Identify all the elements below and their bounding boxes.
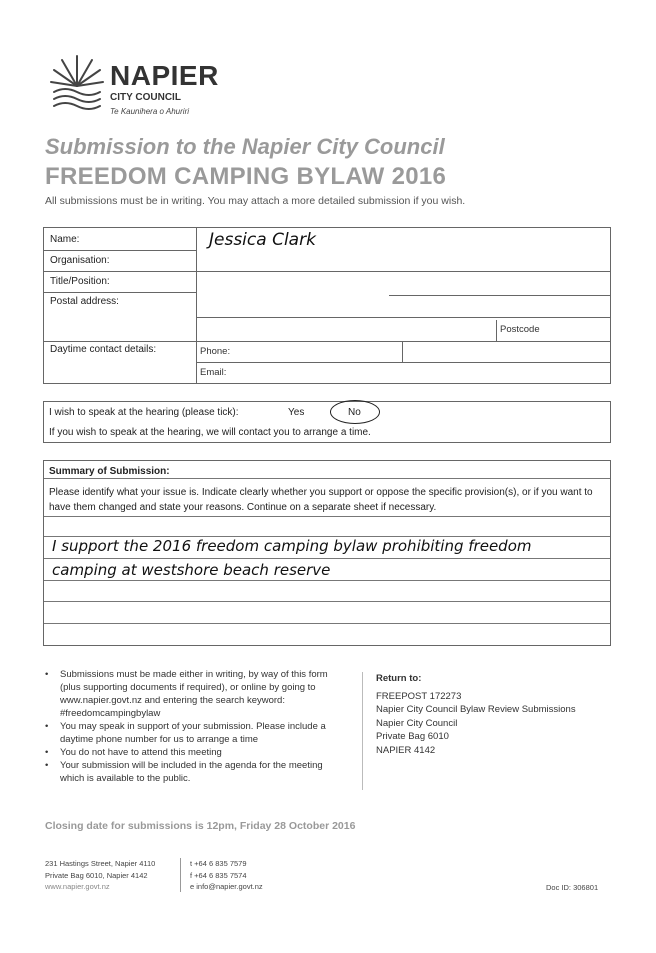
postcode-label: Postcode [500,324,540,335]
summary-instructions: Please identify what your issue is. Indicate clearly whether you support or oppose the specific provision(s), or if you want to have them changed and state your reasons. Continue on a separate sheet if necessary. [49,487,593,513]
return-line: FREEPOST 172273 [376,690,462,702]
name-value[interactable]: Jessica Clark [209,230,316,250]
phone-divider [402,341,403,362]
hearing-no-option[interactable]: No [348,407,361,418]
name-label: Name: [50,234,80,245]
footer-address [45,858,155,893]
hearing-yes-option[interactable]: Yes [288,407,305,418]
return-divider [362,672,363,790]
footer-phone: t +64 6 835 7579 [190,859,247,868]
row-divider [196,362,610,363]
footer-address1: 231 Hastings Street, Napier 4110 [45,859,156,868]
row-divider [496,341,497,342]
napier-logo-icon [46,50,108,112]
summary-handwriting-line1[interactable]: I support the 2016 freedom camping bylaw prohibiting freedom [52,537,532,555]
row-divider [44,250,196,251]
phone-label: Phone: [200,346,231,357]
summary-rule [44,601,610,602]
list-item: • Your submission will be included in the agenda for the meeting which is available to the public. [45,759,345,785]
email-label: Email: [200,367,227,378]
hearing-question: I wish to speak at the hearing (please tick): [49,407,239,418]
summary-box [43,460,611,646]
return-line: Napier City Council [376,717,458,729]
org-name: NAPIER [110,60,219,91]
daytime-label: Daytime contact details: [50,344,157,355]
summary-rule [44,558,610,559]
row-divider [496,317,610,318]
return-line: Private Bag 6010 [376,731,449,742]
column-divider [196,228,197,383]
footer-contact [190,858,263,893]
list-item: • You may speak in support of your submission. Please include a daytime phone number for us to arrange a time [45,720,345,746]
info-bullets [45,668,345,785]
return-to-heading: Return to: [376,673,422,684]
footer-address2: Private Bag 6010, Napier 4142 [45,870,148,880]
footer-email-link[interactable]: e info@napier.govt.nz [190,882,263,891]
summary-rule [44,516,610,517]
form-subtitle: FREEDOM CAMPING BYLAW 2016 [45,163,447,190]
closing-date: Closing date for submissions is 12pm, Friday 28 October 2016 [45,820,356,832]
title-label: Title/Position: [50,276,110,287]
organisation-label: Organisation: [50,255,110,266]
summary-rule [44,580,610,581]
hearing-box [43,401,611,443]
postal-label: Postal address: [50,296,119,307]
logo-wordmark [110,62,219,116]
postcode-divider [496,320,497,341]
return-line: NAPIER 4142 [376,744,436,756]
summary-heading: Summary of Submission: [49,466,170,477]
contact-details-table [43,227,611,384]
summary-rule [44,478,610,479]
list-item: • Submissions must be made either in writing, by way of this form (plus supporting documents if required), or online by going to www.napier.govt.nz and entering the search keyword: #freedomcampingbylaw [45,668,345,720]
form-title: Submission to the Napier City Council [45,134,445,159]
footer-website-link[interactable]: www.napier.govt.nz [45,882,110,891]
row-divider [389,295,610,296]
footer-divider [180,858,181,892]
summary-rule [44,623,610,624]
row-divider [44,341,610,342]
row-divider [44,292,196,293]
summary-handwriting-line2[interactable]: camping at westshore beach reserve [52,561,331,579]
footer-fax: f +64 6 835 7574 [190,870,247,880]
org-sub: CITY COUNCIL [110,92,181,103]
return-to-block [376,672,576,757]
row-divider [44,271,610,272]
org-tagline: Te Kaunihera o Ahuriri [110,107,190,116]
return-line: Napier City Council Bylaw Review Submissions [376,704,576,715]
doc-id: Doc ID: 306801 [546,883,599,892]
row-divider [196,317,496,318]
form-intro: All submissions must be in writing. You may attach a more detailed submission if you wish. [45,195,466,207]
hearing-note: If you wish to speak at the hearing, we will contact you to arrange a time. [49,427,371,438]
list-item: • You do not have to attend this meeting [45,746,345,759]
